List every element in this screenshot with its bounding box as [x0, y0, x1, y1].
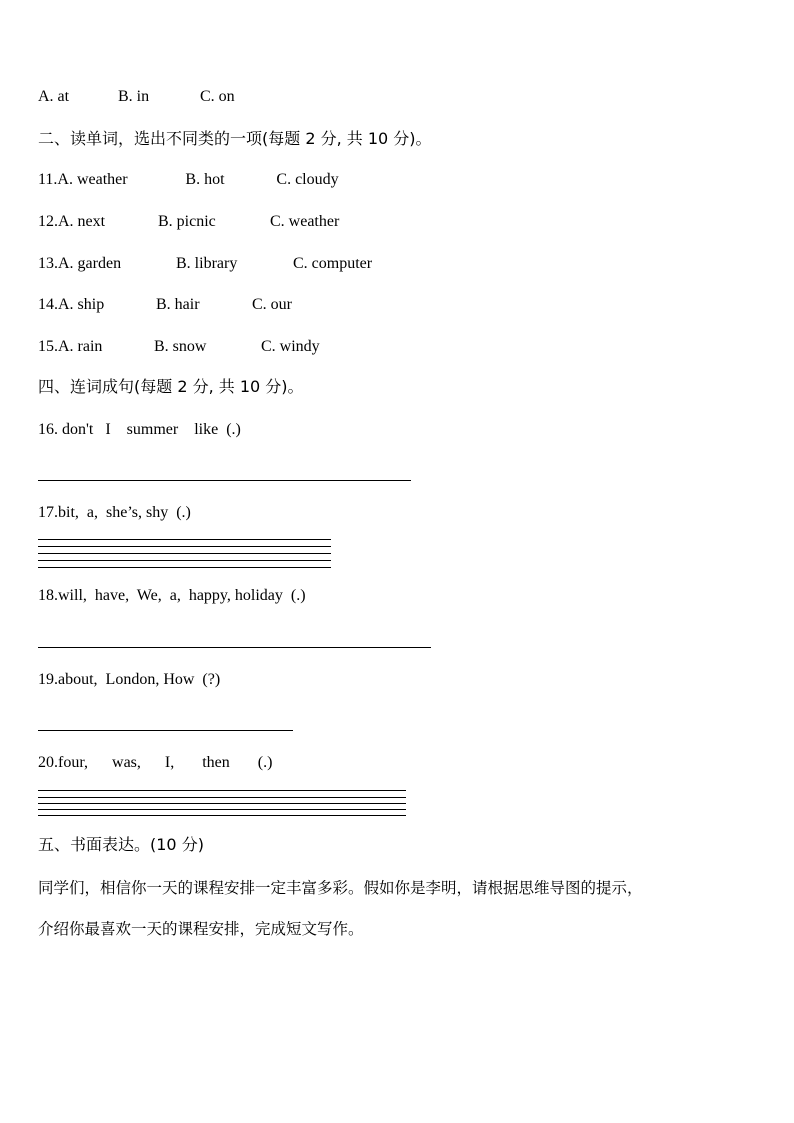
section-2-title: 二、读单词，选出不同类的一项(每题 2 分, 共 10 分)。 [38, 129, 432, 148]
question-11 [38, 170, 339, 190]
answer-line[interactable] [38, 647, 431, 648]
scrambled-words: about, London, How (?) [58, 671, 221, 688]
question-15 [38, 337, 320, 357]
answer-line[interactable] [38, 546, 331, 547]
question-19 [38, 670, 220, 690]
answer-line[interactable] [38, 815, 406, 816]
question-12 [38, 212, 339, 232]
option-a: A. rain [58, 338, 103, 355]
question-16 [38, 420, 241, 440]
question-14 [38, 295, 292, 315]
question-number: 12. [38, 213, 58, 230]
option-b: B. in [118, 88, 150, 105]
question-10-options [38, 87, 235, 107]
answer-line[interactable] [38, 790, 406, 791]
question-13 [38, 254, 372, 274]
answer-line[interactable] [38, 480, 411, 481]
option-a: A. garden [58, 255, 122, 272]
answer-line[interactable] [38, 560, 331, 561]
question-number: 17. [38, 504, 58, 521]
scrambled-words: don't I summer like (.) [58, 421, 241, 438]
writing-prompt-line-2: 介绍你最喜欢一天的课程安排，完成短文写作。 [38, 920, 364, 938]
section-5-title: 五、书面表达。(10 分) [38, 835, 204, 854]
question-number: 15. [38, 338, 58, 355]
answer-line[interactable] [38, 803, 406, 804]
answer-line[interactable] [38, 553, 331, 554]
option-c: C. windy [261, 338, 320, 355]
question-18 [38, 586, 306, 606]
question-number: 20. [38, 754, 58, 771]
writing-prompt-line-1: 同学们，相信你一天的课程安排一定丰富多彩。假如你是李明，请根据思维导图的提示， [38, 879, 643, 897]
question-20 [38, 753, 272, 773]
question-number: 18. [38, 587, 58, 604]
question-number: 19. [38, 671, 58, 688]
scrambled-words: four, was, I, then (.) [58, 754, 273, 771]
option-c: C. our [252, 296, 292, 313]
option-b: B. library [176, 255, 238, 272]
option-c: C. computer [293, 255, 373, 272]
question-number: 16. [38, 421, 58, 438]
section-4-title: 四、连词成句(每题 2 分, 共 10 分)。 [38, 377, 304, 396]
question-number: 14. [38, 296, 58, 313]
question-17 [38, 503, 191, 523]
option-c: C. on [200, 88, 235, 105]
option-b: B. hot [185, 171, 225, 188]
option-c: C. weather [270, 213, 340, 230]
option-a: A. next [58, 213, 106, 230]
answer-line[interactable] [38, 539, 331, 540]
question-number: 11. [38, 171, 58, 188]
scrambled-words: bit, a, she’s, shy (.) [58, 504, 191, 521]
answer-line[interactable] [38, 809, 406, 810]
option-a: A. at [38, 88, 70, 105]
option-b: B. picnic [158, 213, 216, 230]
question-number: 13. [38, 255, 58, 272]
scrambled-words: will, have, We, a, happy, holiday (.) [58, 587, 306, 604]
answer-line[interactable] [38, 730, 293, 731]
option-c: C. cloudy [276, 171, 339, 188]
answer-line[interactable] [38, 797, 406, 798]
option-a: A. weather [57, 171, 128, 188]
option-b: B. hair [156, 296, 200, 313]
option-b: B. snow [154, 338, 207, 355]
option-a: A. ship [58, 296, 105, 313]
answer-line[interactable] [38, 567, 331, 568]
